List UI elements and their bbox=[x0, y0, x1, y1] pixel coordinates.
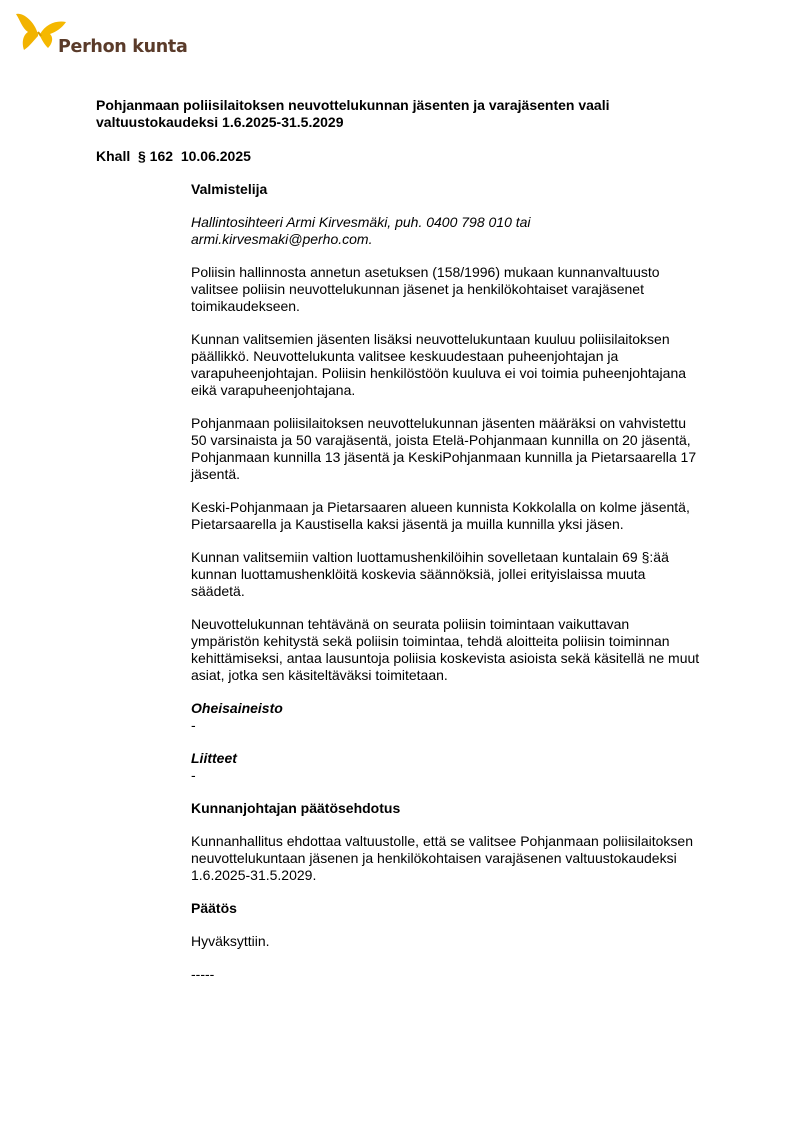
preparer-info: Hallintosihteeri Armi Kirvesmäki, puh. 0400 798 010 tai armi.kirvesmaki@perho.com. bbox=[191, 214, 531, 247]
body-paragraph: Keski-Pohjanmaan ja Pietarsaaren alueen kunnista Kokkolalla on kolme jäsentä, Pietarsaarella ja Kaustisella kaksi jäsentä ja muilla kunnilla yksi jäsen. bbox=[191, 499, 690, 532]
document-title: Pohjanmaan poliisilaitoksen neuvottelukunnan jäsenten ja varajäsenten vaali valtuustokaudeksi 1.6.2025-31.5.2029 bbox=[96, 97, 610, 130]
document-body bbox=[191, 181, 701, 983]
logo-text: Perhon kunta bbox=[58, 37, 188, 57]
section-heading-oheisaineisto: Oheisaineisto bbox=[191, 700, 283, 716]
meeting-reference: Khall § 162 10.06.2025 bbox=[96, 148, 251, 164]
liitteet-value: - bbox=[191, 767, 196, 783]
section-heading-ehdotus: Kunnanjohtajan päätösehdotus bbox=[191, 800, 401, 816]
section-heading-liitteet: Liitteet bbox=[191, 750, 237, 766]
section-heading-paatos: Päätös bbox=[191, 900, 237, 916]
body-paragraph: Kunnan valitsemiin valtion luottamushenkilöihin sovelletaan kuntalain 69 §:ää kunnan luottamushenklöitä koskevia säännöksiä, jollei erityislaissa muuta säädetä. bbox=[191, 549, 669, 599]
body-paragraph: Pohjanmaan poliisilaitoksen neuvottelukunnan jäsenten määräksi on vahvistettu 50 varsinaista ja 50 varajäsentä, joista Etelä-Pohjanmaan kunnilla on 20 jäsentä, Pohjanmaan kunnilla 13 jäsentä ja KeskiPohjanmaan kunnilla ja Pietarsaarella 17 jäsentä. bbox=[191, 415, 697, 482]
body-paragraph: Neuvottelukunnan tehtävänä on seurata poliisin toimintaan vaikuttavan ympäristön kehitystä sekä poliisin toimintaa, tehdä aloitteita poliisin toiminnan kehittämiseksi, antaa lausuntoja poliisia koskevista asioista sekä käsitellä ne muut asiat, jotka sen käsiteltäväksi toimitetaan. bbox=[191, 616, 700, 683]
body-paragraph: Poliisin hallinnosta annetun asetuksen (158/1996) mukaan kunnanvaltuusto valitsee poliisin neuvottelukunnan jäsenet ja henkilökohtaiset varajäsenet toimikaudekseen. bbox=[191, 264, 660, 314]
end-mark: ----- bbox=[191, 966, 215, 982]
section-heading-valmistelija: Valmistelija bbox=[191, 181, 268, 197]
oheisaineisto-value: - bbox=[191, 717, 196, 733]
body-paragraph: Kunnan valitsemien jäsenten lisäksi neuvottelukuntaan kuuluu poliisilaitoksen päällikkö. Neuvottelukunta valitsee keskuudestaan puheenjohtajan ja varapuheenjohtajan. Poliisin henkilöstöön kuuluva ei voi toimia puheenjohtajana eikä varapuheenjohtajana. bbox=[191, 331, 687, 398]
proposal-text: Kunnanhallitus ehdottaa valtuustolle, että se valitsee Pohjanmaan poliisilaitoksen neuvottelukuntaan jäsenen ja henkilökohtaisen varajäsenen valtuustokaudeksi 1.6.2025-31.5.2029. bbox=[191, 833, 693, 883]
decision-text: Hyväksyttiin. bbox=[191, 933, 270, 949]
municipality-logo bbox=[16, 10, 186, 60]
